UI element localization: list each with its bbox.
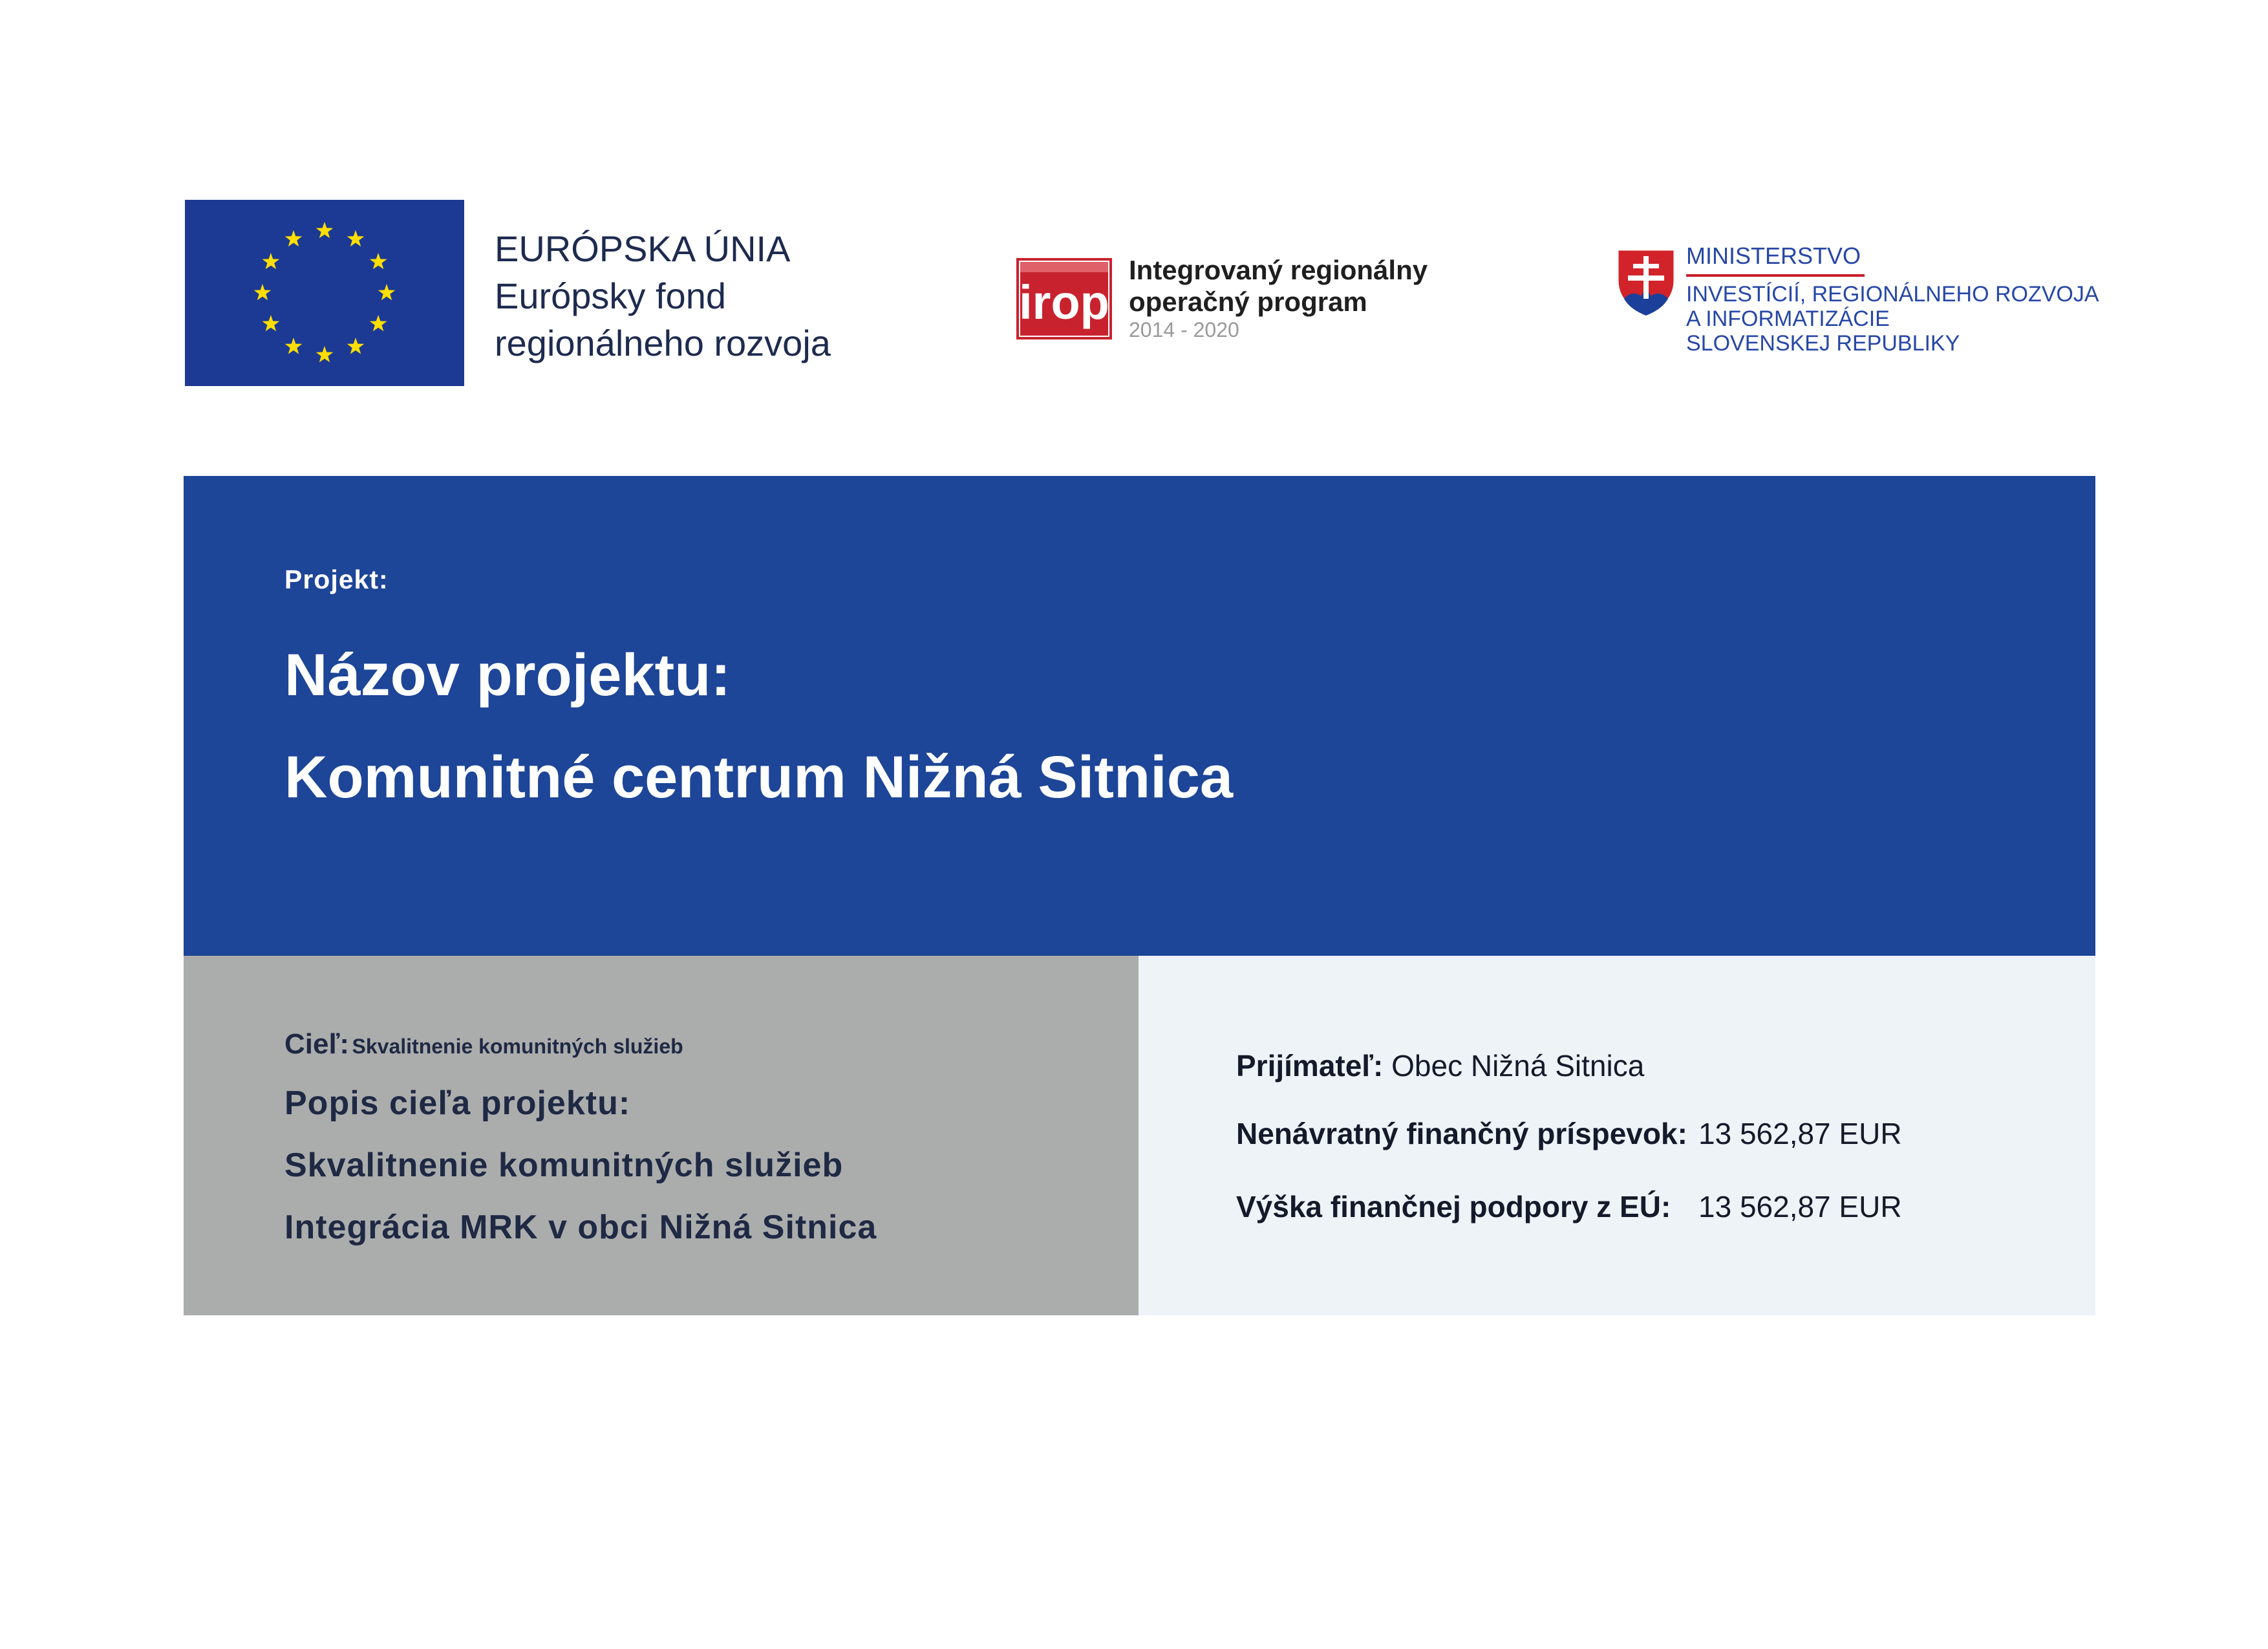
eu-line-3: regionálneho rozvoja — [495, 323, 831, 363]
irop-logo-text — [1129, 254, 1428, 342]
eu-support-label: Výška finančnej podpory z EÚ: — [1236, 1190, 1671, 1223]
eu-star-icon — [347, 230, 365, 246]
recipient-label: Prijímateľ: — [1236, 1049, 1384, 1083]
goal-description-line-1: Skvalitnenie komunitných služieb — [284, 1147, 844, 1184]
goal-line — [284, 1028, 683, 1061]
project-panel — [184, 476, 2095, 956]
eu-star-icon — [347, 338, 365, 354]
ministry-logo-text — [1686, 242, 2099, 356]
grant-amount: 13 562,87 EUR — [1698, 1117, 1902, 1150]
recipient-value: Obec Nižná Sitnica — [1391, 1049, 1645, 1083]
eu-star-icon — [254, 284, 272, 300]
eu-star-icon — [316, 346, 334, 362]
eu-star-icon — [285, 338, 303, 354]
eu-star-icon — [378, 284, 396, 300]
irop-line-1: Integrovaný regionálny — [1129, 255, 1428, 285]
eu-star-icon — [262, 253, 280, 269]
eu-logo-text — [495, 225, 831, 367]
irop-mark-text: irop — [1019, 275, 1109, 329]
eu-star-icon — [316, 222, 334, 238]
ministry-line-2: A INFORMATIZÁCIE — [1686, 307, 1890, 331]
recipient-row — [1236, 1048, 1644, 1083]
irop-line-2: operačný program — [1129, 286, 1367, 317]
goal-label: Cieľ: — [284, 1028, 350, 1060]
goal-value: Skvalitnenie komunitných služieb — [352, 1035, 683, 1058]
eu-line-1: EURÓPSKA ÚNIA — [495, 228, 791, 269]
goal-panel — [184, 956, 1139, 1315]
eu-star-icon — [370, 315, 387, 331]
ministry-title: MINISTERSTVO — [1686, 242, 1865, 277]
goal-description-heading: Popis cieľa projektu: — [284, 1084, 631, 1122]
eu-star-icon — [285, 230, 303, 246]
goal-description-line-2: Integrácia MRK v obci Nižná Sitnica — [284, 1209, 877, 1246]
project-name: Komunitné centrum Nižná Sitnica — [284, 744, 1234, 810]
project-label: Projekt: — [284, 565, 389, 594]
eu-star-icon — [262, 315, 280, 331]
eu-support-row — [1236, 1189, 1671, 1224]
ministry-line-1: INVESTÍCIÍ, REGIONÁLNEHO ROZVOJA — [1686, 282, 2099, 307]
project-name-heading: Názov projektu: — [284, 642, 731, 708]
eu-flag-icon — [185, 200, 464, 386]
irop-years: 2014 - 2020 — [1129, 318, 1239, 341]
eu-line-2: Európsky fond — [495, 275, 726, 316]
slovak-coat-of-arms-icon — [1615, 247, 1677, 318]
irop-logo-icon — [1016, 258, 1112, 339]
ministry-line-3: SLOVENSKEJ REPUBLIKY — [1686, 331, 1960, 356]
grant-row — [1236, 1116, 1687, 1151]
grant-label: Nenávratný finančný príspevok: — [1236, 1117, 1687, 1150]
eu-stars-circle — [185, 200, 464, 386]
eu-star-icon — [370, 253, 387, 269]
eu-support-amount: 13 562,87 EUR — [1698, 1190, 1902, 1223]
